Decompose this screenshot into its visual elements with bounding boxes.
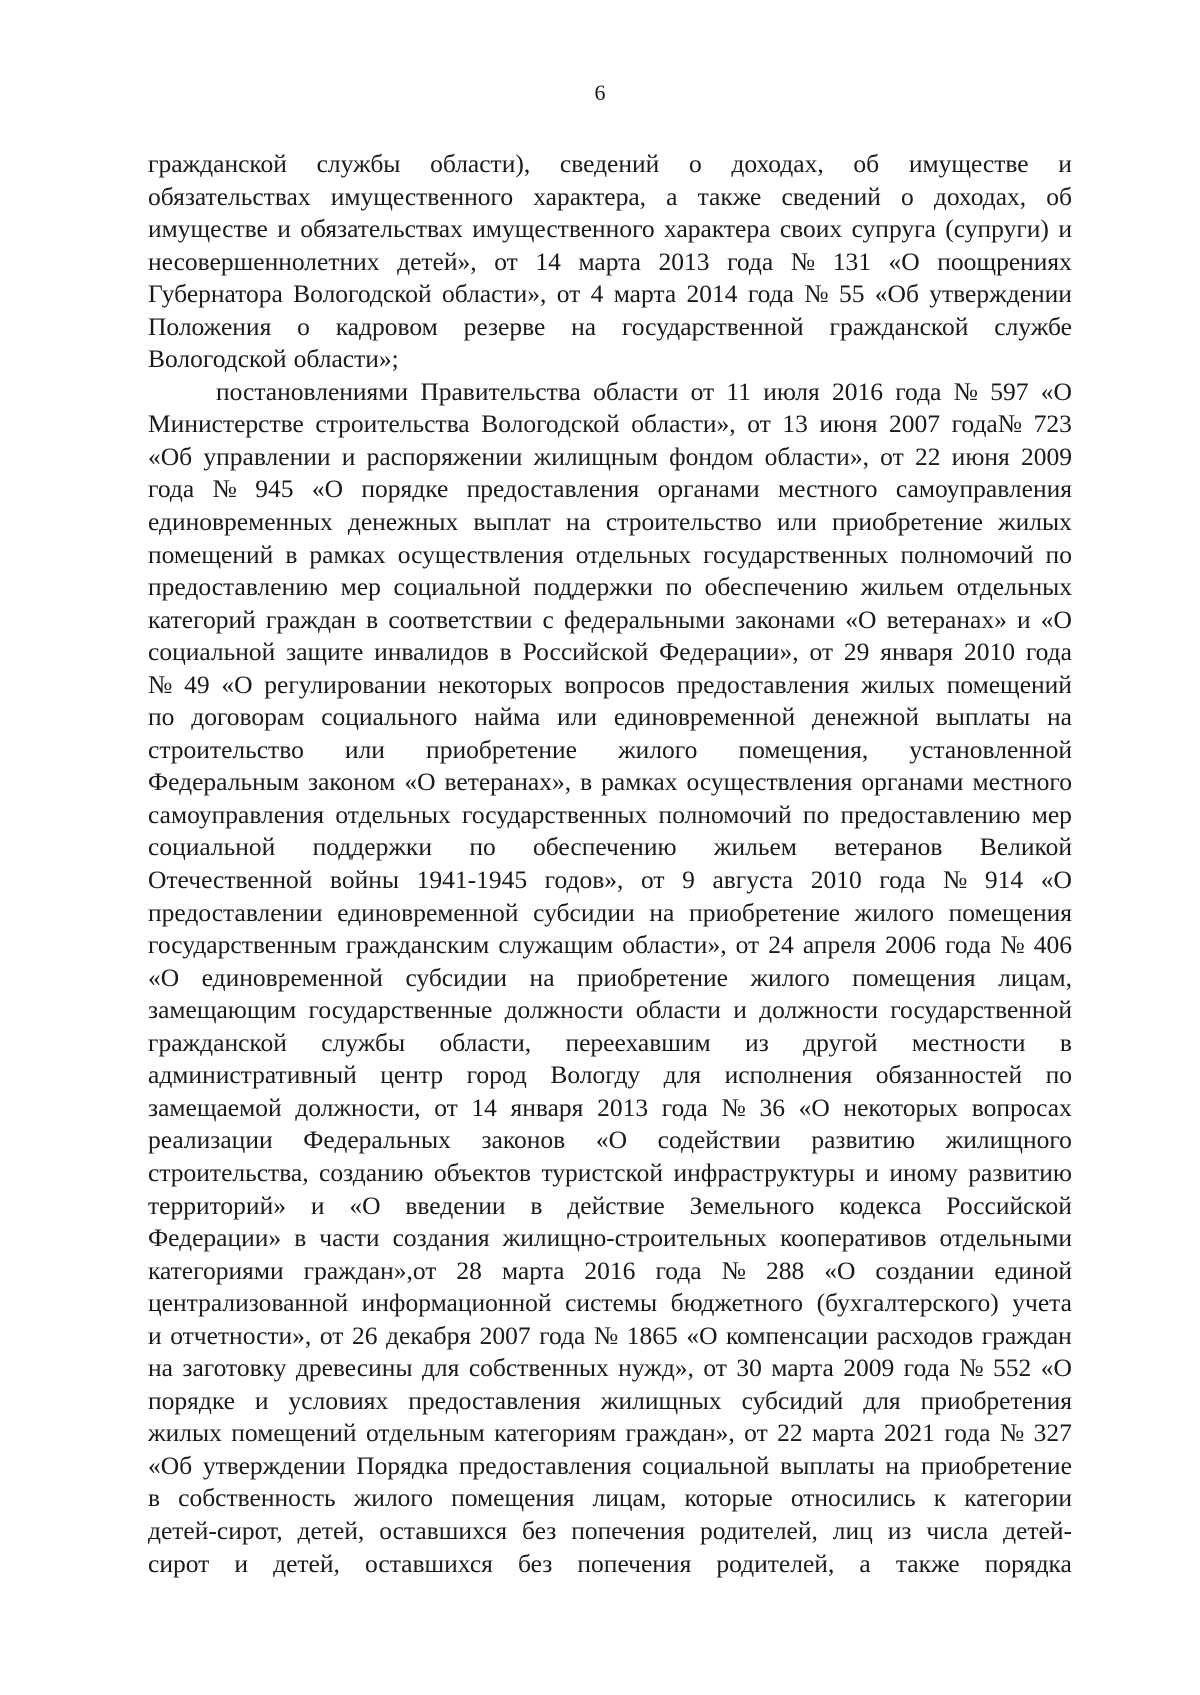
text-line: территорий» и «О введении в действие Земельного кодекса Российской (148, 1190, 1072, 1220)
text-line: предоставлении единовременной субсидии на приобретение жилого помещения (148, 897, 1072, 927)
text-line: единовременных денежных выплат на строительство или приобретение жилых (148, 507, 1072, 537)
text-line: в собственность жилого помещения лицам, которые относились к категории (148, 1483, 1072, 1513)
text-line: жилых помещений отдельным категориям граждан», от 22 марта 2021 года № 327 (148, 1418, 1072, 1448)
text-line: предоставлению мер социальной поддержки по обеспечению жильем отдельных (148, 572, 1072, 602)
text-line: Вологодской области»; (148, 344, 399, 374)
text-line: «О единовременной субсидии на приобретение жилого помещения лицам, (148, 962, 1072, 992)
text-line: государственным гражданским служащим области», от 24 апреля 2006 года № 406 (148, 930, 1072, 960)
text-line: помещений в рамках осуществления отдельных государственных полномочий по (148, 539, 1072, 569)
text-line: Положения о кадровом резерве на государственной гражданской службе (148, 311, 1072, 341)
text-line: реализации Федеральных законов «О содействии развитию жилищного (148, 1125, 1072, 1155)
text-line: административный центр город Вологду для исполнения обязанностей по (148, 1060, 1072, 1090)
text-line: года № 945 «О порядке предоставления органами местного самоуправления (148, 474, 1072, 504)
text-line: постановлениями Правительства области от 11 июля 2016 года № 597 «О (216, 376, 1072, 406)
text-line: замещаемой должности, от 14 января 2013 года № 36 «О некоторых вопросах (148, 1092, 1072, 1122)
text-line: № 49 «О регулировании некоторых вопросов предоставления жилых помещений (148, 669, 1072, 699)
text-line: сирот и детей, оставшихся без попечения родителей, а также порядка (148, 1548, 1072, 1578)
text-line: социальной поддержки по обеспечению жильем ветеранов Великой (148, 832, 1072, 862)
text-line: на заготовку древесины для собственных нужд», от 30 марта 2009 года № 552 «О (148, 1353, 1072, 1383)
text-line: по договорам социального найма или единовременной денежной выплаты на (148, 702, 1072, 732)
text-line: Отечественной войны 1941-1945 годов», от 9 августа 2010 года № 914 «О (148, 865, 1072, 895)
text-line: строительство или приобретение жилого помещения, установленной (148, 734, 1072, 764)
text-line: социальной защите инвалидов в Российской Федерации», от 29 января 2010 года (148, 637, 1072, 667)
text-line: Федеральным законом «О ветеранах», в рамках осуществления органами местного (148, 767, 1072, 797)
text-line: централизованной информационной системы бюджетного (бухгалтерского) учета (148, 1288, 1072, 1318)
text-line: гражданской службы области, переехавшим из другой местности в (148, 1027, 1072, 1057)
text-line: Федерации» в части создания жилищно-строительных кооперативов отдельными (148, 1223, 1072, 1253)
text-line: «Об управлении и распоряжении жилищным фондом области», от 22 июня 2009 (148, 441, 1072, 471)
text-line: самоуправления отдельных государственных полномочий по предоставлению мер (148, 799, 1072, 829)
text-line: категориями граждан»,от 28 марта 2016 года № 288 «О создании единой (148, 1255, 1072, 1285)
text-line: детей-сирот, детей, оставшихся без попечения родителей, лиц из числа детей- (148, 1515, 1072, 1545)
text-line: обязательствах имущественного характера, а также сведений о доходах, об (148, 181, 1072, 211)
text-line: имуществе и обязательствах имущественного характера своих супруга (супруги) и (148, 214, 1072, 244)
text-line: и отчетности», от 26 декабря 2007 года № 1865 «О компенсации расходов граждан (148, 1320, 1072, 1350)
text-line: гражданской службы области), сведений о доходах, об имуществе и (148, 149, 1072, 178)
text-line: «Об утверждении Порядка предоставления социальной выплаты на приобретение (148, 1450, 1072, 1480)
text-line: несовершеннолетних детей», от 14 марта 2013 года № 131 «О поощрениях (148, 246, 1072, 276)
text-line: замещающим государственные должности области и должности государственной (148, 995, 1072, 1025)
text-line: порядке и условиях предоставления жилищных субсидий для приобретения (148, 1385, 1072, 1415)
text-line: строительства, созданию объектов туристской инфраструктуры и иному развитию (148, 1157, 1072, 1187)
document-body (148, 148, 1072, 1580)
text-line: Губернатора Вологодской области», от 4 марта 2014 года № 55 «Об утверждении (148, 279, 1072, 309)
text-line: Министерстве строительства Вологодской области», от 13 июня 2007 года№ 723 (148, 409, 1072, 439)
text-line: категорий граждан в соответствии с федеральными законами «О ветеранах» и «О (148, 604, 1072, 634)
page-number: 6 (594, 80, 606, 105)
